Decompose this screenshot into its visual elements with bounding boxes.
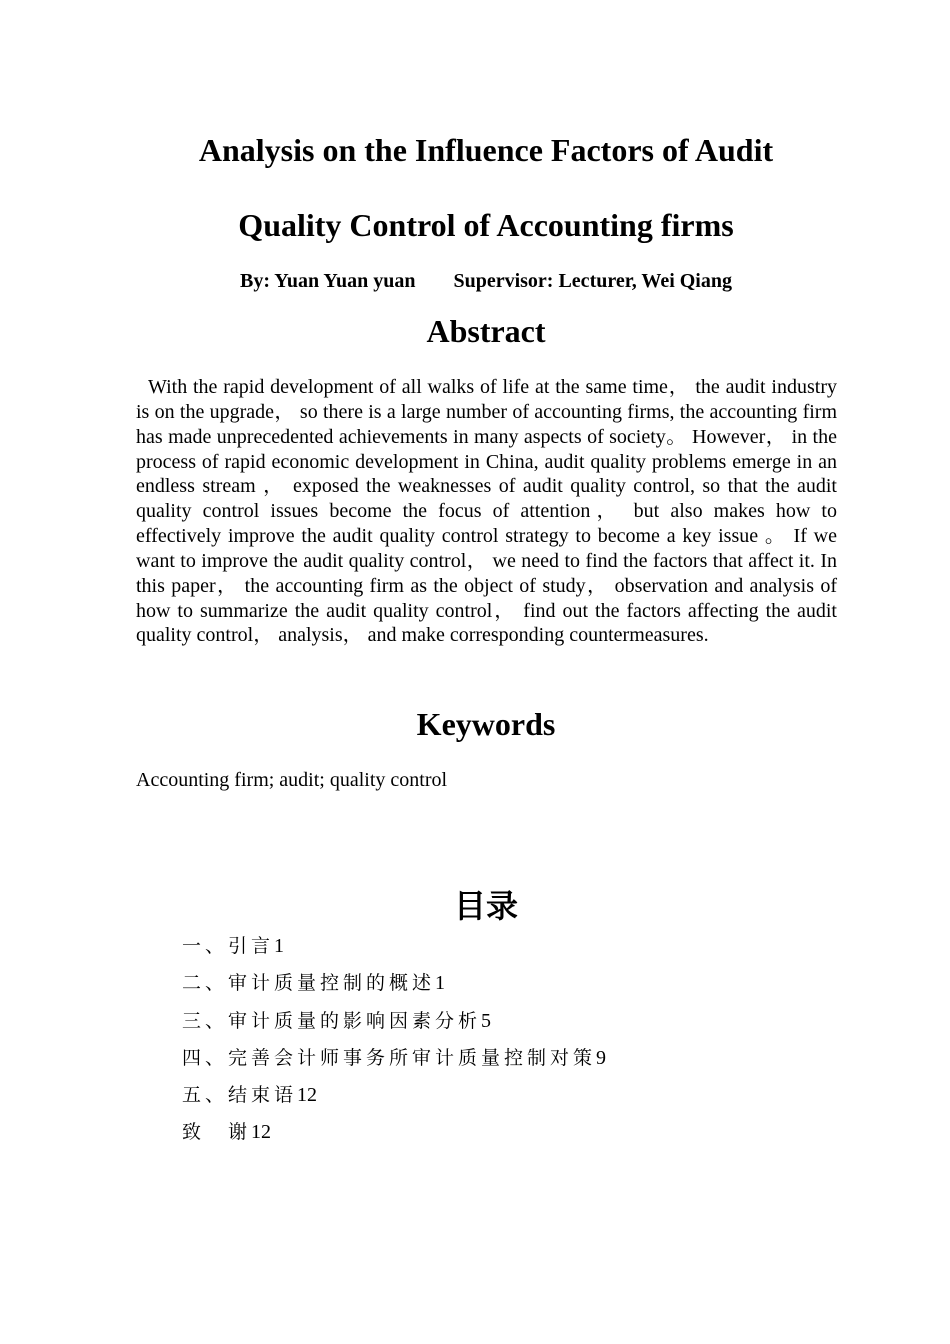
- toc-item-page: 5: [481, 1009, 492, 1032]
- byline: [136, 268, 836, 294]
- toc-item-page: 1: [274, 935, 285, 957]
- supervisor-name: Supervisor: Lecturer, Wei Qiang: [453, 270, 732, 292]
- paper-title-line-2: Quality Control of Accounting firms: [238, 207, 734, 243]
- toc-item-label: 五、结束语: [182, 1084, 298, 1107]
- toc-item-page: 1: [435, 972, 446, 995]
- toc-item-page: 12: [297, 1084, 318, 1107]
- toc-item-label: 二、审计质量控制的概述: [182, 972, 436, 995]
- toc-item-page: 9: [596, 1046, 607, 1069]
- toc-heading: 目录: [453, 887, 518, 925]
- paper-title-line-1: Analysis on the Influence Factors of Audit: [198, 132, 774, 168]
- toc-item-label: 致 谢: [182, 1121, 252, 1144]
- toc-item-countermeasures[interactable]: [182, 1044, 606, 1081]
- abstract-text: With the rapid development of all walks of life at the same time， the audit industry is on the upgrade， so there is a large number of accounting firms, the accounting firm has made unprecedented achievements in many aspects of society。 However， in the process of rapid economic development in China, audit quality problems emerge in an endless stream ， exposed the weaknesses of audit quality control, so that the audit quality control issues become the focus of attention， but also makes how to effectively improve the audit quality control strategy to become a key issue 。 If we want to improve the audit quality control， we need to find the factors that affect it. In this paper， the accounting firm as the object of study， observation and analysis of how to summarize the audit quality control， find out the factors affecting the audit quality control， analysis， and make corresponding countermeasures.: [136, 376, 837, 647]
- toc-item-introduction[interactable]: [182, 932, 606, 969]
- toc-item-label: 三、审计质量的影响因素分析: [182, 1009, 482, 1032]
- toc-item-factor-analysis[interactable]: [182, 1007, 606, 1044]
- table-of-contents: [182, 932, 606, 1156]
- toc-item-conclusion[interactable]: [182, 1081, 606, 1118]
- toc-item-label: 一、引言: [182, 935, 275, 957]
- keywords-text: Accounting firm; audit; quality control: [136, 769, 448, 791]
- toc-item-overview[interactable]: [182, 969, 606, 1006]
- keywords-heading: Keywords: [416, 706, 556, 742]
- toc-item-label: 四、完善会计师事务所审计质量控制对策: [182, 1046, 597, 1069]
- abstract-heading: Abstract: [426, 313, 546, 349]
- author-name: By: Yuan Yuan yuan: [240, 270, 416, 292]
- toc-item-acknowledgements[interactable]: [182, 1118, 606, 1155]
- toc-item-page: 12: [251, 1121, 272, 1144]
